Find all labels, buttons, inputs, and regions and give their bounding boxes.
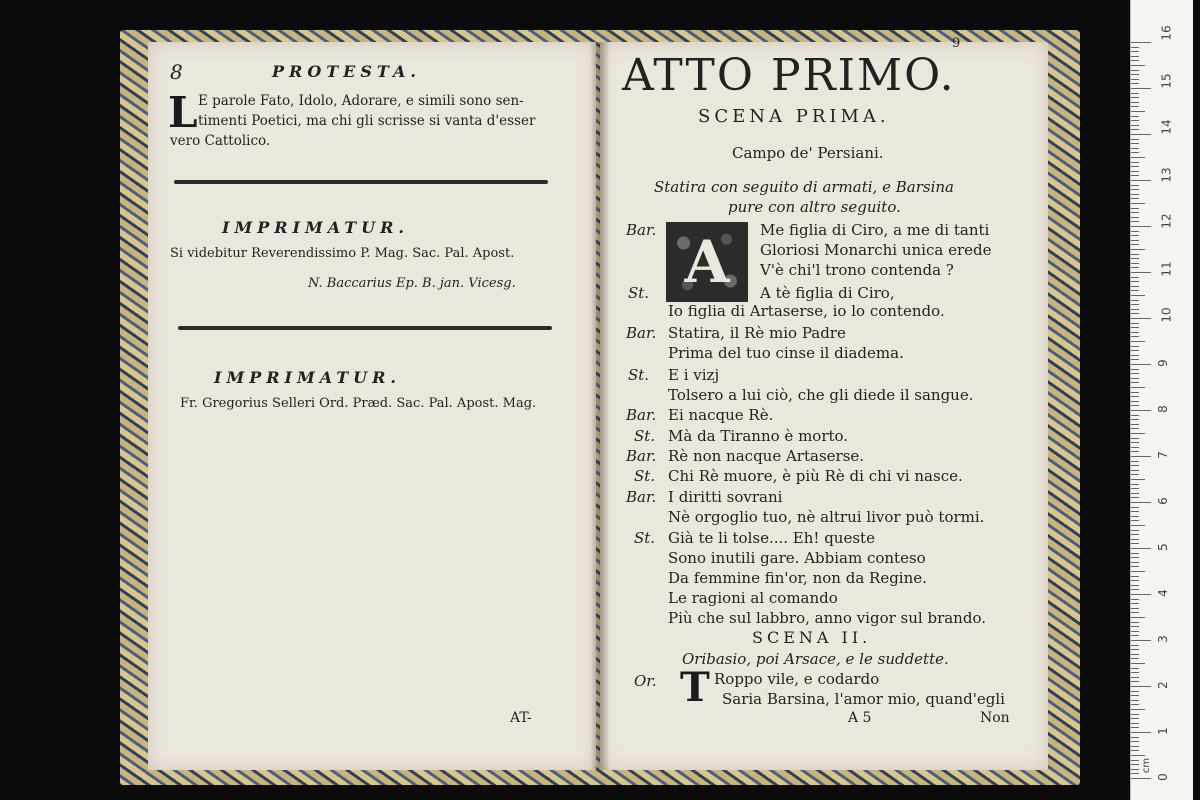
- protest-line-2: timenti Poetici, ma chi gli scrisse si vanta d'esser: [198, 113, 536, 129]
- ruler-tick: [1131, 695, 1139, 696]
- ruler-tick: [1131, 313, 1139, 314]
- ruler-tick: [1131, 60, 1139, 61]
- dialogue-line: Tolsero a lui ciò, che gli diede il sangue.: [668, 386, 974, 404]
- dialogue-line: E i vizj: [668, 366, 720, 384]
- ruler-tick: [1131, 194, 1139, 195]
- ruler-tick: [1131, 382, 1139, 383]
- dialogue-line: V'è chi'l trono contenda ?: [760, 261, 954, 279]
- ruler-tick: [1131, 263, 1139, 264]
- ruler-tick: [1131, 645, 1139, 646]
- ruler-tick: [1131, 709, 1145, 710]
- ruler-tick: [1131, 198, 1139, 199]
- ruler-tick: [1131, 617, 1145, 618]
- ruler-tick: [1131, 272, 1151, 273]
- ruler-tick: [1131, 217, 1139, 218]
- ruler-tick: [1131, 686, 1151, 687]
- dialogue-line: Da femmine fin'or, non da Regine.: [668, 569, 927, 587]
- ruler-tick: [1131, 166, 1139, 167]
- protest-line-3: vero Cattolico.: [170, 133, 271, 149]
- ruler-tick: [1131, 769, 1139, 770]
- ruler-tick: [1131, 589, 1139, 590]
- ruler-tick: [1131, 93, 1139, 94]
- ruler-tick: [1131, 622, 1139, 623]
- ruler-tick: [1131, 267, 1139, 268]
- ruler-tick: [1131, 548, 1151, 549]
- ruler-tick: [1131, 83, 1139, 84]
- ruler-tick: [1131, 658, 1139, 659]
- ruler-tick: [1131, 318, 1151, 319]
- ruler-tick: [1131, 727, 1139, 728]
- ruler-tick: [1131, 516, 1139, 517]
- ruler-tick: [1131, 428, 1139, 429]
- ruler-tick: [1131, 392, 1139, 393]
- ruler-mark: 3: [1155, 635, 1170, 643]
- signature-mark: A 5: [848, 710, 872, 726]
- ruler-mark: 13: [1159, 167, 1174, 183]
- speaker-label: St.: [634, 427, 656, 445]
- imprimatur-1-title: IMPRIMATUR.: [222, 218, 409, 237]
- ruler-tick: [1131, 681, 1139, 682]
- ruler-tick: [1131, 580, 1139, 581]
- protest-dropcap: L: [168, 88, 198, 137]
- ruler-tick: [1131, 562, 1139, 563]
- ruler-tick: [1131, 189, 1139, 190]
- ruler-tick: [1131, 746, 1139, 747]
- ruler-tick: [1131, 65, 1145, 66]
- ruler-tick: [1131, 240, 1139, 241]
- ruler-tick: [1131, 378, 1139, 379]
- ruler-tick: [1131, 304, 1139, 305]
- ruler-tick: [1131, 718, 1139, 719]
- ruler-tick: [1131, 387, 1145, 388]
- ruler-tick: [1131, 350, 1139, 351]
- ruler-tick: [1131, 129, 1139, 130]
- ruler-tick: [1131, 649, 1139, 650]
- speaker-label: St.: [634, 529, 656, 547]
- divider-rule-2: [178, 326, 552, 330]
- ruler-mark: 2: [1155, 681, 1170, 689]
- ruler-tick: [1131, 714, 1139, 715]
- speaker-label: Or.: [634, 672, 657, 690]
- ruler-mark: 4: [1155, 589, 1170, 597]
- speaker-label: St.: [634, 467, 656, 485]
- ruler-tick: [1131, 295, 1145, 296]
- ruler-tick: [1131, 56, 1139, 57]
- ruler-mark: 16: [1159, 25, 1174, 41]
- ruler-tick: [1131, 520, 1139, 521]
- ruler-tick: [1131, 405, 1139, 406]
- ruler-tick: [1131, 249, 1145, 250]
- dialogue-line: Sono inutili gare. Abbiam conteso: [668, 549, 926, 567]
- ruler-tick: [1131, 447, 1139, 448]
- ruler-tick: [1131, 373, 1139, 374]
- ruler-tick: [1131, 401, 1139, 402]
- ruler-tick: [1131, 461, 1139, 462]
- ruler-tick: [1131, 760, 1139, 761]
- ruler-tick: [1131, 631, 1139, 632]
- ruler-mark: 12: [1159, 213, 1174, 229]
- dialogue-line: Ei nacque Rè.: [668, 406, 774, 424]
- measurement-ruler: [1130, 0, 1193, 800]
- ruler-mark: 6: [1155, 497, 1170, 505]
- ruler-tick: [1131, 162, 1139, 163]
- protest-heading: PROTESTA.: [272, 62, 421, 81]
- ruler-tick: [1131, 346, 1139, 347]
- dialogue-line: Le ragioni al comando: [668, 589, 838, 607]
- ruler-tick: [1131, 484, 1139, 485]
- dialogue-line: I diritti sovrani: [668, 488, 783, 506]
- ruler-tick: [1131, 640, 1151, 641]
- ruler-tick: [1131, 355, 1139, 356]
- ruler-tick: [1131, 557, 1139, 558]
- ruler-tick: [1131, 608, 1139, 609]
- dialogue-line: Gloriosi Monarchi unica erede: [760, 241, 992, 259]
- book-gutter: [590, 42, 610, 770]
- ruler-tick: [1131, 451, 1139, 452]
- ruler-tick: [1131, 456, 1151, 457]
- act-title: ATTO PRIMO.: [622, 50, 956, 101]
- dialogue-line: Nè orgoglio tuo, nè altrui livor può tormi.: [668, 508, 985, 526]
- dialogue-line: Io figlia di Artaserse, io lo contendo.: [668, 302, 945, 320]
- imprimatur-1-signature: N. Baccarius Ep. B. jan. Vicesg.: [308, 276, 516, 291]
- ruler-tick: [1131, 309, 1139, 310]
- ruler-mark: 11: [1159, 261, 1174, 277]
- ruler-tick: [1131, 180, 1151, 181]
- speaker-label: Bar.: [626, 488, 657, 506]
- scene-2-title: SCENA II.: [752, 628, 872, 647]
- imprimatur-1-text: Si videbitur Reverendissimo P. Mag. Sac. Pal. Apost.: [170, 246, 515, 261]
- ruler-tick: [1131, 226, 1151, 227]
- ruler-tick: [1131, 336, 1139, 337]
- ruler-tick: [1131, 359, 1139, 360]
- ruler-tick: [1131, 585, 1139, 586]
- ruler-tick: [1131, 539, 1139, 540]
- ruler-tick: [1131, 677, 1139, 678]
- speaker-label: Bar.: [626, 406, 657, 424]
- ruler-tick: [1131, 571, 1145, 572]
- speaker-label: Bar.: [626, 447, 657, 465]
- ruler-tick: [1131, 139, 1139, 140]
- divider-rule-1: [174, 180, 548, 184]
- ruler-tick: [1131, 171, 1139, 172]
- ruler-tick: [1131, 106, 1139, 107]
- ruler-tick: [1131, 102, 1139, 103]
- ruler-tick: [1131, 323, 1139, 324]
- ruler-tick: [1131, 438, 1139, 439]
- ruler-tick: [1131, 773, 1139, 774]
- ruler-tick: [1131, 534, 1139, 535]
- ruler-tick: [1131, 576, 1139, 577]
- ruler-tick: [1131, 396, 1139, 397]
- dialogue-line: A tè figlia di Ciro,: [760, 284, 895, 302]
- ruler-tick: [1131, 566, 1139, 567]
- ruler-tick: [1131, 723, 1139, 724]
- ruler-tick: [1131, 737, 1139, 738]
- ruler-tick: [1131, 732, 1151, 733]
- ruler-tick: [1131, 465, 1139, 466]
- ruler-tick: [1131, 341, 1145, 342]
- ruler-tick: [1131, 286, 1139, 287]
- ruler-tick: [1131, 235, 1139, 236]
- ruler-tick: [1131, 488, 1139, 489]
- ruler-tick: [1131, 672, 1139, 673]
- ruler-tick: [1131, 148, 1139, 149]
- dialogue-line: Roppo vile, e codardo: [714, 670, 880, 688]
- ruler-tick: [1131, 254, 1139, 255]
- dialogue-line: Me figlia di Ciro, a me di tanti: [760, 221, 990, 239]
- ruler-mark: 0: [1155, 773, 1170, 781]
- ornate-initial: A: [666, 222, 748, 302]
- speaker-label: St.: [628, 366, 650, 384]
- ruler-tick: [1131, 419, 1139, 420]
- scene-2-dropcap: T: [680, 664, 710, 711]
- ruler-mark: 1: [1155, 727, 1170, 735]
- ruler-tick: [1131, 175, 1139, 176]
- ruler-mark: 15: [1159, 73, 1174, 89]
- ruler-tick: [1131, 470, 1139, 471]
- ruler-tick: [1131, 290, 1139, 291]
- ruler-tick: [1131, 415, 1139, 416]
- ruler-tick: [1131, 369, 1139, 370]
- scene-setting: Campo de' Persiani.: [732, 144, 884, 162]
- ruler-tick: [1131, 157, 1145, 158]
- ruler-tick: [1131, 603, 1139, 604]
- right-page-number: 9: [952, 36, 961, 51]
- left-page-number: 8: [170, 60, 183, 84]
- ruler-tick: [1131, 502, 1151, 503]
- ruler-tick: [1131, 125, 1139, 126]
- ruler-tick: [1131, 599, 1139, 600]
- ruler-unit: cm: [1141, 757, 1153, 774]
- ruler-tick: [1131, 97, 1139, 98]
- dialogue-line: Statira, il Rè mio Padre: [668, 324, 846, 342]
- ruler-tick: [1131, 51, 1139, 52]
- ruler-tick: [1131, 654, 1139, 655]
- ruler-tick: [1131, 691, 1139, 692]
- ruler-tick: [1131, 212, 1139, 213]
- speaker-label: Bar.: [626, 221, 657, 239]
- ruler-tick: [1131, 185, 1139, 186]
- ruler-tick: [1131, 668, 1139, 669]
- ruler-tick: [1131, 244, 1139, 245]
- ruler-tick: [1131, 152, 1139, 153]
- ruler-mark: 5: [1155, 543, 1170, 551]
- ruler-tick: [1131, 594, 1151, 595]
- ruler-tick: [1131, 221, 1139, 222]
- ruler-tick: [1131, 750, 1139, 751]
- ruler-tick: [1131, 474, 1139, 475]
- ruler-tick: [1131, 764, 1139, 765]
- ruler-tick: [1131, 258, 1139, 259]
- ruler-tick: [1131, 530, 1139, 531]
- ruler-tick: [1131, 626, 1139, 627]
- ruler-tick: [1131, 134, 1151, 135]
- ruler-tick: [1131, 433, 1145, 434]
- dialogue-line: Più che sul labbro, anno vigor sul brando.: [668, 609, 986, 627]
- dialogue-line: Rè non nacque Artaserse.: [668, 447, 865, 465]
- protest-line-1: E parole Fato, Idolo, Adorare, e simili sono sen-: [198, 93, 524, 109]
- ruler-tick: [1131, 74, 1139, 75]
- ruler-tick: [1131, 704, 1139, 705]
- ruler-tick: [1131, 42, 1151, 43]
- ruler-tick: [1131, 755, 1145, 756]
- ruler-tick: [1131, 300, 1139, 301]
- speaker-label: Bar.: [626, 324, 657, 342]
- ruler-tick: [1131, 277, 1139, 278]
- ruler-tick: [1131, 525, 1145, 526]
- ruler-tick: [1131, 497, 1139, 498]
- imprimatur-2-title: IMPRIMATUR.: [214, 368, 401, 387]
- ruler-tick: [1131, 143, 1139, 144]
- left-catchword: AT-: [510, 710, 532, 726]
- speaker-label: St.: [628, 284, 650, 302]
- dialogue-line: Già te li tolse.... Eh! queste: [668, 529, 875, 547]
- ruler-tick: [1131, 424, 1139, 425]
- scene-title: SCENA PRIMA.: [698, 106, 890, 127]
- ruler-tick: [1131, 741, 1139, 742]
- dialogue-line: Chi Rè muore, è più Rè di chi vi nasce.: [668, 467, 963, 485]
- right-catchword: Non: [980, 710, 1010, 726]
- ruler-tick: [1131, 231, 1139, 232]
- ruler-tick: [1131, 281, 1139, 282]
- imprimatur-2-text: Fr. Gregorius Selleri Ord. Præd. Sac. Pal. Apost. Mag.: [180, 396, 537, 411]
- ruler-tick: [1131, 47, 1139, 48]
- ruler-tick: [1131, 442, 1139, 443]
- ruler-tick: [1131, 700, 1139, 701]
- ruler-tick: [1131, 203, 1145, 204]
- ruler-mark: 7: [1155, 451, 1170, 459]
- ruler-mark: 10: [1159, 307, 1174, 323]
- ruler-tick: [1131, 410, 1151, 411]
- ruler-tick: [1131, 612, 1139, 613]
- ruler-tick: [1131, 111, 1145, 112]
- ruler-tick: [1131, 116, 1139, 117]
- ruler-tick: [1131, 79, 1139, 80]
- dialogue-line: Mà da Tiranno è morto.: [668, 427, 849, 445]
- ruler-mark: 9: [1155, 359, 1170, 367]
- ruler-tick: [1131, 778, 1151, 779]
- ruler-tick: [1131, 543, 1139, 544]
- stage-direction-2: pure con altro seguito.: [728, 198, 901, 216]
- ruler-tick: [1131, 120, 1139, 121]
- ruler-tick: [1131, 493, 1139, 494]
- ruler-tick: [1131, 364, 1151, 365]
- dialogue-line: Prima del tuo cinse il diadema.: [668, 344, 904, 362]
- ruler-tick: [1131, 70, 1139, 71]
- ruler-tick: [1131, 88, 1151, 89]
- ruler-tick: [1131, 507, 1139, 508]
- stage-direction-1: Statira con seguito di armati, e Barsina: [654, 178, 954, 196]
- scene-2-direction: Oribasio, poi Arsace, e le suddette.: [682, 650, 949, 668]
- ruler-tick: [1131, 332, 1139, 333]
- ruler-tick: [1131, 511, 1139, 512]
- ruler-tick: [1131, 635, 1139, 636]
- ruler-tick: [1131, 663, 1145, 664]
- ruler-mark: 8: [1155, 405, 1170, 413]
- ruler-tick: [1131, 553, 1139, 554]
- ruler-tick: [1131, 208, 1139, 209]
- dialogue-line: Saria Barsina, l'amor mio, quand'egli: [722, 690, 1005, 708]
- ruler-tick: [1131, 479, 1145, 480]
- ruler-tick: [1131, 327, 1139, 328]
- ruler-mark: 14: [1159, 119, 1174, 135]
